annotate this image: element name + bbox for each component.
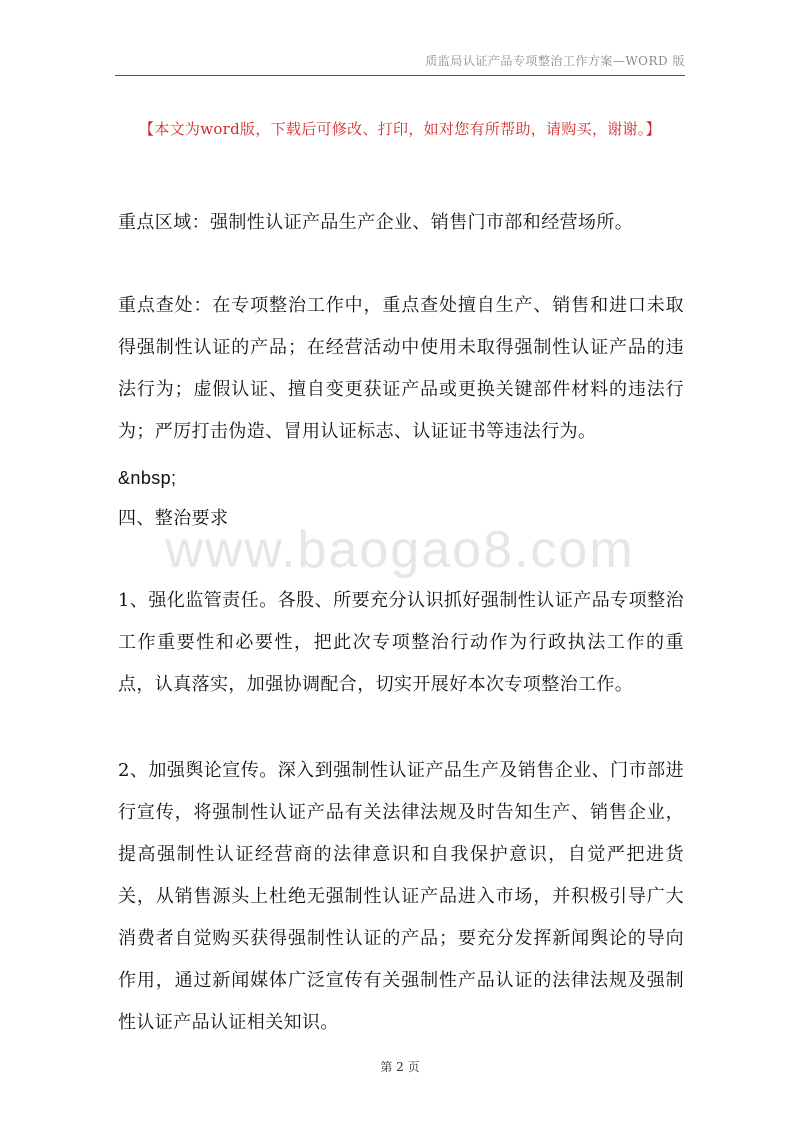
paragraph-key-areas: 重点区域：强制性认证产品生产企业、销售门市部和经营场所。: [118, 212, 634, 233]
purchase-notice: 【本文为word版，下载后可修改、打印，如对您有所帮助，请购买，谢谢。】: [139, 120, 661, 138]
page-number: 第 2 页: [380, 1060, 420, 1074]
paragraph-key-investigation: 重点查处：在专项整治工作中，重点查处擅自生产、销售和进口未取得强制性认证的产品；在经营活动中使用未取得强制性认证产品的违法行为；虚假认证、擅自变更获证产品或更换关键部件材料的违法行为；严厉打击伪造、冒用认证标志、认证证书等违法行为。: [118, 295, 684, 442]
watermark: www.baogao8.com: [165, 521, 635, 579]
header-divider: [115, 75, 685, 76]
section-heading: 四、整治要求: [118, 508, 229, 529]
paragraph-requirement-2: 2、加强舆论宣传。深入到强制性认证产品生产及销售企业、门市部进行宣传，将强制性认证产品有关法律法规及时告知生产、销售企业，提高强制性认证经营商的法律意识和自我保护意识，自觉严把进货关，从销售源头上杜绝无强制性认证产品进入市场，并积极引导广大消费者自觉购买获得强制性认证的产品；要充分发挥新闻舆论的导向作用，通过新闻媒体广泛宣传有关强制性产品认证的法律法规及强制性认证产品认证相关知识。: [118, 760, 684, 1033]
page-header-title: 质监局认证产品专项整治工作方案—WORD 版: [425, 54, 685, 68]
paragraph-nbsp-artifact: &nbsp;: [118, 468, 177, 488]
paragraph-requirement-1: 1、强化监管责任。各股、所要充分认识抓好强制性认证产品专项整治工作重要性和必要性，把此次专项整治行动作为行政执法工作的重点，认真落实，加强协调配合，切实开展好本次专项整治工作。: [118, 590, 684, 695]
